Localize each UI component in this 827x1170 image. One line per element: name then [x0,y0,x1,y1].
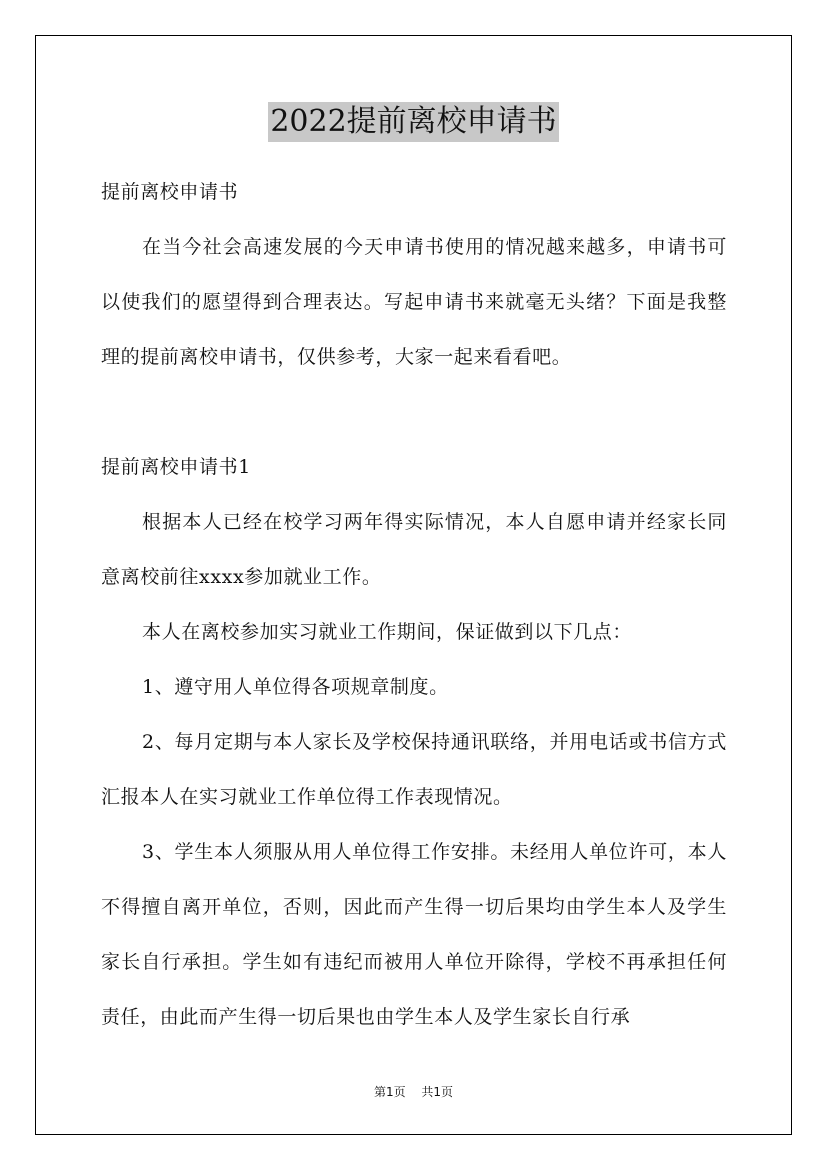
body-paragraph: 2、每月定期与本人家长及学校保持通讯联络，并用电话或书信方式汇报本人在实习就业工作单位得工作表现情况。 [101,731,727,808]
document-title-text: 2022提前离校申请书 [268,102,558,142]
section-heading: 提前离校申请书1 [101,456,251,478]
document-title [0,102,827,142]
document-body [101,165,727,1045]
body-paragraph: 本人在离校参加实习就业工作期间，保证做到以下几点： [142,621,633,643]
body-paragraph: 3、学生本人须服从用人单位得工作安排。未经用人单位许可，本人不得擅自离开单位，否则，因此而产生得一切后果均由学生本人及学生家长自行承担。学生如有违纪而被用人单位开除得，学校不再承担任何责任，由此而产生得一切后果也由学生本人及学生家长自行承 [101,841,727,1028]
page-number-current: 第1页 [373,1085,406,1099]
page-footer [0,1084,827,1100]
body-paragraph: 1、遵守用人单位得各项规章制度。 [142,676,449,698]
body-paragraph: 根据本人已经在校学习两年得实际情况，本人自愿申请并经家长同意离校前往xxxx参加就业工作。 [101,511,727,588]
page-number-total: 共1页 [421,1085,454,1099]
intro-paragraph: 在当今社会高速发展的今天申请书使用的情况越来越多，申请书可以使我们的愿望得到合理表达。写起申请书来就毫无头绪？下面是我整理的提前离校申请书，仅供参考，大家一起来看看吧。 [101,236,727,368]
document-subtitle: 提前离校申请书 [101,181,239,203]
paragraph-gap [101,385,727,440]
